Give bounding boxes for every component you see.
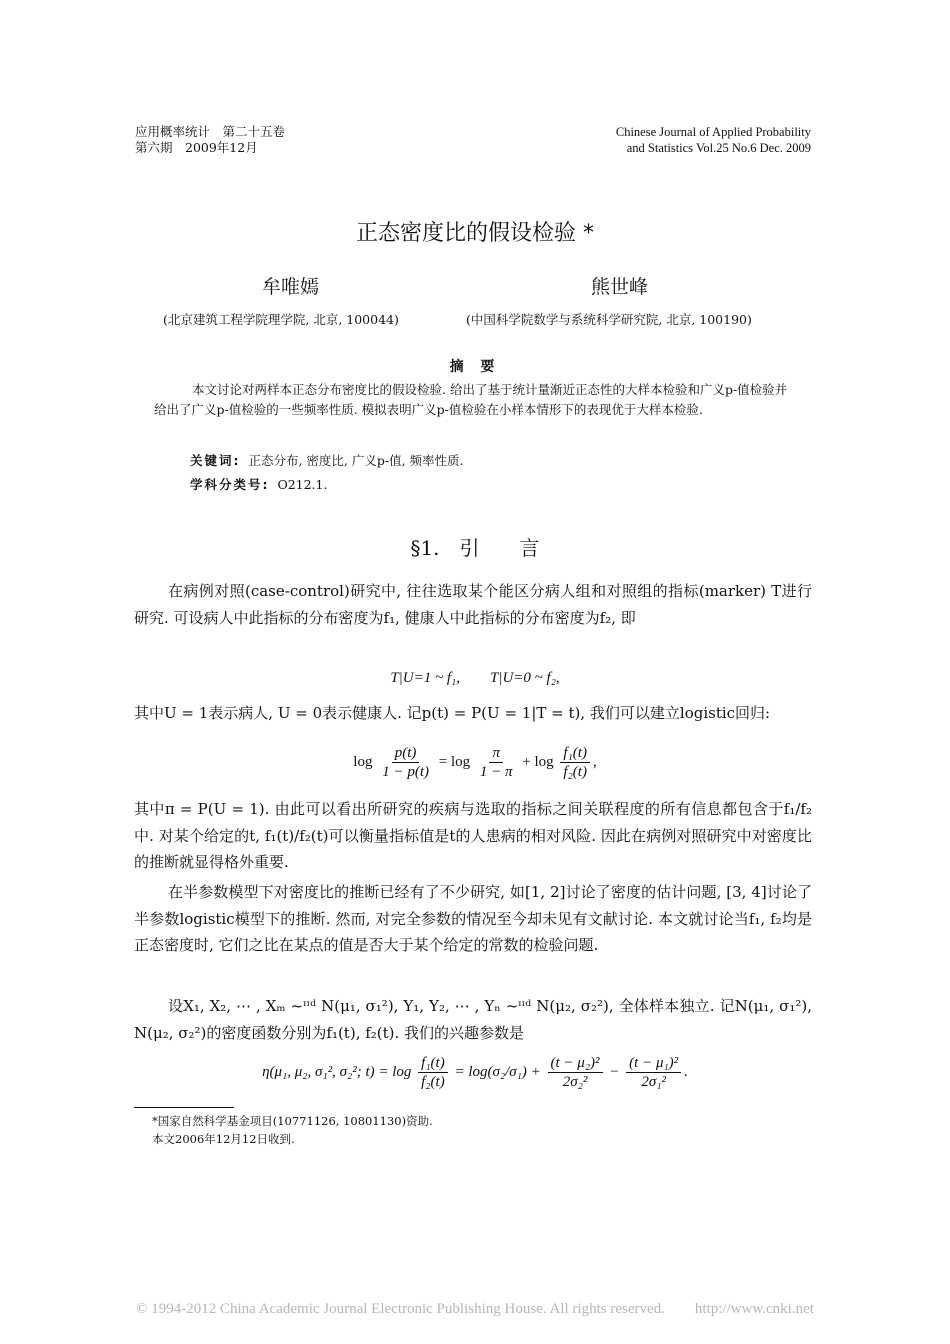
eq3-num-1: f₁(t) [418, 1054, 448, 1073]
eq3-fraction-3 [626, 1054, 681, 1091]
eq2-log: log [353, 753, 373, 770]
eq3-fraction-2 [548, 1054, 603, 1091]
eq3-num-3: (t − μ₁)² [626, 1054, 681, 1073]
eq2-plus: + log [522, 753, 554, 770]
eq3-left: η(μ₁, μ₂, σ₁², σ₂²; t) = log [262, 1063, 412, 1080]
keywords-label: 关键词: [190, 453, 241, 468]
equation-2 [0, 744, 950, 781]
paragraph-1: 在病例对照(case-control)研究中, 往往选取某个能区分病人组和对照组的指标(marker) T进行研究. 可设病人中此指标的分布密度为f₁, 健康人中此指标的分布密度为f₂, 即 [134, 582, 812, 627]
footnote-received: 本文2006年12月12日收到. [152, 1132, 295, 1146]
eq3-mid: = log(σ₂/σ₁) + [454, 1063, 541, 1080]
paragraph-2: 其中U = 1表示病人, U = 0表示健康人. 记p(t) = P(U = 1|T = t), 我们可以建立logistic回归: [134, 704, 771, 722]
eq2-den-2: 1 − π [479, 764, 513, 780]
author-affiliation-1: (北京建筑工程学院理学院, 北京, 100044) [163, 312, 399, 327]
section-heading: §1. 引 言 [410, 536, 540, 560]
eq3-num-2: (t − μ₂)² [548, 1054, 603, 1073]
abstract-text: 本文讨论对两样本正态分布密度比的假设检验. 给出了基于统计量渐近正态性的大样本检验和广义p-值检验并给出了广义p-值检验的一些频率性质. 模拟表明广义p-值检验在小样本情形下的表现优于大样本检验. [154, 382, 788, 417]
eq2-mid: = log [438, 753, 471, 770]
eq2-fraction-3 [560, 744, 590, 781]
journal-header-right [616, 124, 811, 156]
classification-value: O212.1. [277, 477, 328, 492]
author-name-1: 牟唯嫣 [262, 276, 320, 298]
classification-label: 学科分类号: [190, 477, 270, 492]
equation-3 [0, 1054, 950, 1091]
eq3-minus: − [609, 1063, 620, 1080]
paragraph-4: 在半参数模型下对密度比的推断已经有了不少研究, 如[1, 2]讨论了密度的估计问题, [3, 4]讨论了半参数logistic模型下的推断. 然而, 对完全参数的情况至今却未见有文献讨论. 本文就讨论当f₁, f₂均是正态密度时, 它们之比在某点的值是否大于某个给定的常数的检验问题. [134, 883, 812, 954]
equation-1: T|U=1 ~ f₁, T|U=0 ~ f₂, [390, 670, 560, 686]
eq2-num-3: f₁(t) [560, 744, 590, 763]
copyright-footer: © 1994-2012 China Academic Journal Electronic Publishing House. All rights reserved. http://www.cnki.net [136, 1301, 814, 1317]
eq3-end: . [684, 1063, 688, 1080]
eq3-den-3: 2σ₁² [641, 1074, 666, 1090]
abstract-heading: 摘 要 [449, 359, 501, 375]
eq3-fraction-1 [418, 1054, 448, 1091]
eq2-fraction-2 [477, 744, 516, 781]
keywords-value: 正态分布, 密度比, 广义p-值, 频率性质. [248, 453, 464, 468]
journal-header-left [135, 124, 285, 156]
header-journal-name: Chinese Journal of Applied Probability [615, 125, 811, 139]
eq2-num-2: π [489, 744, 503, 763]
eq2-den-1: 1 − p(t) [382, 764, 429, 780]
paragraph-3: 其中π = P(U = 1). 由此可以看出所研究的疾病与选取的指标之间关联程度的所有信息都包含于f₁/f₂中. 对某个给定的t, f₁(t)/f₂(t)可以衡量指标值是t的人患病的相对风险. 因此在病例对照研究中对密度比的推断就显得格外重要. [134, 800, 812, 871]
eq3-den-2: 2σ₂² [562, 1074, 588, 1090]
footnote-funding: *国家自然科学基金项目(10771126, 10801130)资助. [152, 1114, 433, 1128]
eq2-end: , [592, 753, 597, 770]
header-volume: 应用概率统计 第二十五卷 [135, 124, 286, 139]
paper-title: 正态密度比的假设检验 * [356, 221, 594, 246]
footnote-rule [134, 1107, 234, 1108]
author-affiliation-2: (中国科学院数学与系统科学研究院, 北京, 100190) [466, 312, 752, 327]
author-name-2: 熊世峰 [591, 276, 649, 298]
paragraph-5: 设X₁, X₂, ⋯ , Xₘ ~ᶦᶦᵈ N(μ₁, σ₁²), Y₁, Y₂, ⋯ , Yₙ ~ᶦᶦᵈ N(μ₂, σ₂²), 全体样本独立. 记N(μ₁, σ₁²), N(μ₂, σ₂²)的密度函数分别为f₁(t), f₂(t). 我们的兴趣参数是 [134, 997, 812, 1042]
eq2-num-1: p(t) [392, 744, 420, 763]
keywords-block [190, 449, 464, 497]
header-issue: 第六期 2009年12月 [135, 140, 258, 155]
eq2-den-3: f₂(t) [563, 764, 587, 780]
eq2-fraction-1 [379, 744, 432, 781]
eq3-den-1: f₂(t) [421, 1074, 445, 1090]
header-volume-en: and Statistics Vol.25 No.6 Dec. 2009 [626, 141, 811, 155]
